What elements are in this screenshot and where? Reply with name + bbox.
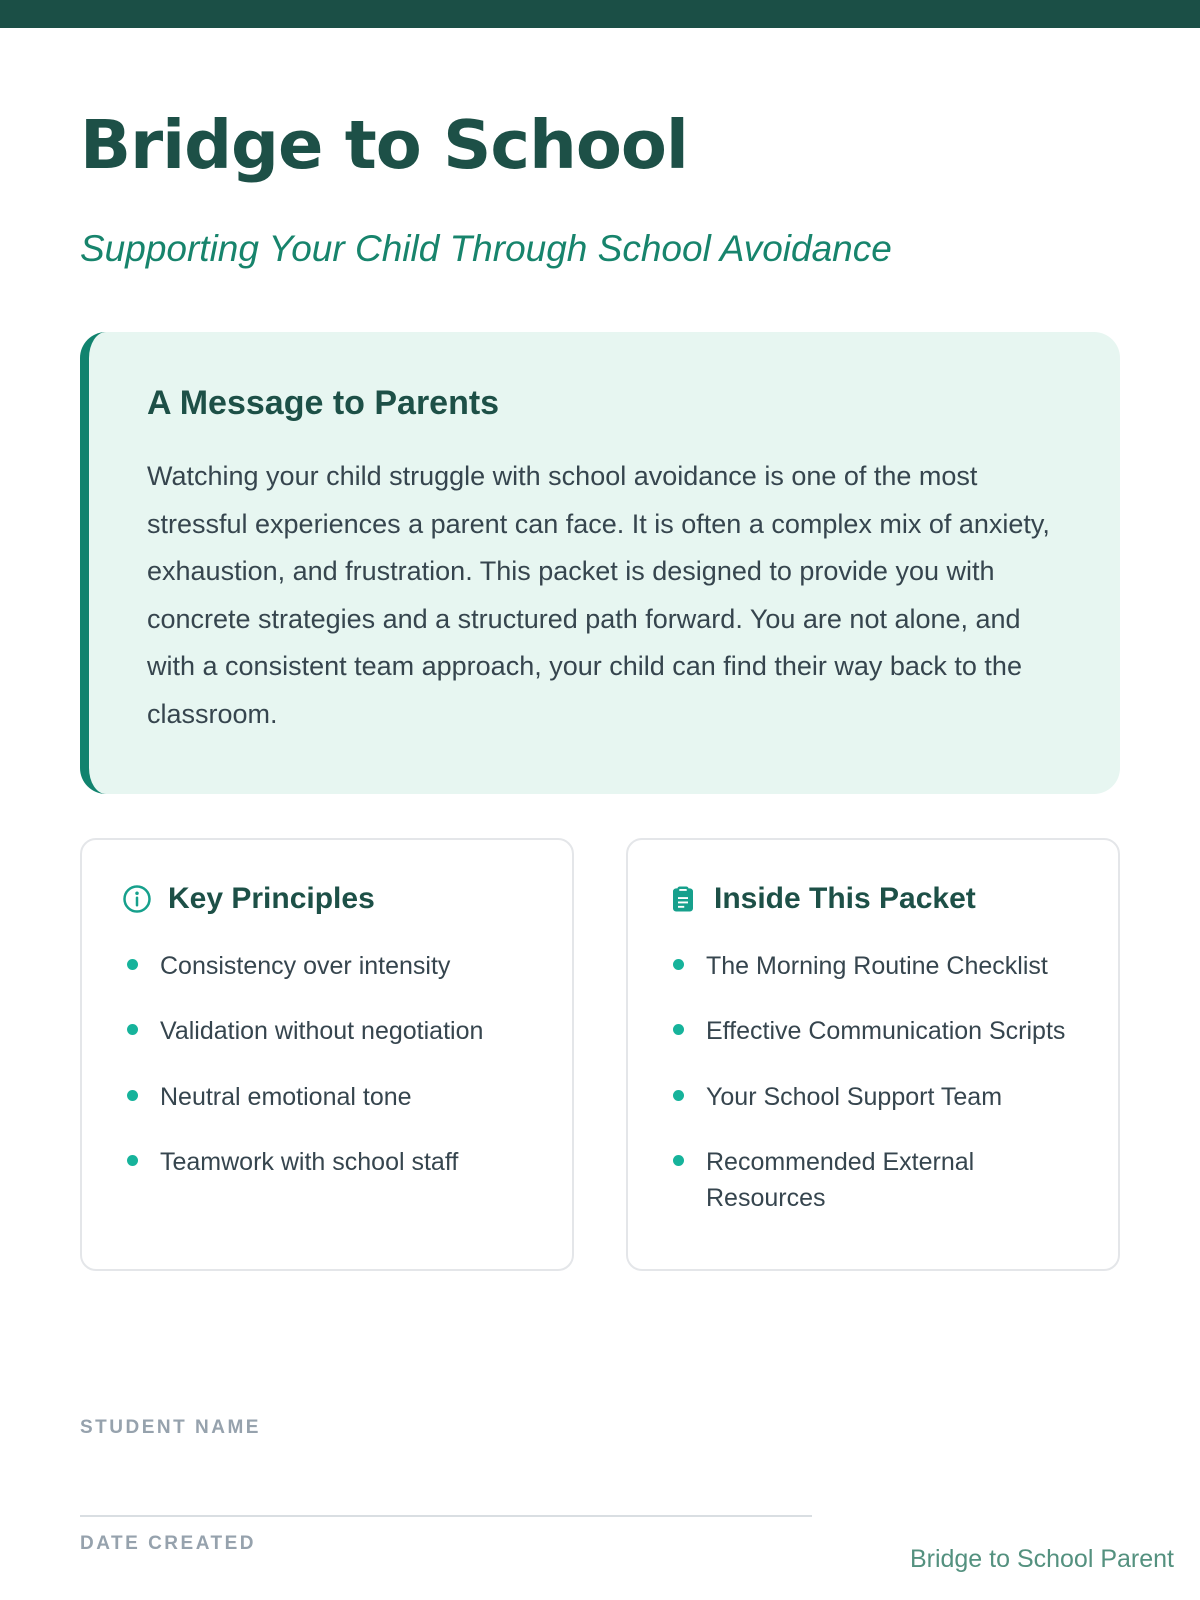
message-body: Watching your child struggle with school avoidance is one of the most stressful experiences a parent can face. It is often a complex mix of anxiety, exhaustion, and frustration. This packet is designed to provide you with concrete strategies and a structured path forward. You are not alone, and with a consistent team approach, your child can find their way back to the classroom.	[147, 461, 1050, 729]
list-item: Validation without negotiation	[122, 1013, 532, 1049]
form-section	[80, 1417, 1120, 1555]
key-principles-list	[122, 948, 532, 1180]
inside-packet-list	[668, 948, 1078, 1216]
message-heading: A Message to Parents	[147, 384, 500, 422]
student-name-label: STUDENT NAME	[80, 1417, 261, 1439]
inside-packet-heading: Inside This Packet	[714, 882, 976, 916]
key-principles-card	[80, 838, 574, 1271]
list-item: Recommended External Resources	[668, 1144, 1078, 1217]
inside-packet-card-header	[668, 882, 1078, 916]
list-item: Consistency over intensity	[122, 948, 532, 984]
student-name-input-line[interactable]	[80, 1439, 812, 1517]
list-item: Neutral emotional tone	[122, 1079, 532, 1115]
page-container	[0, 106, 1200, 1555]
list-item: Your School Support Team	[668, 1079, 1078, 1115]
date-created-label: DATE CREATED	[80, 1533, 257, 1555]
page-subtitle: Supporting Your Child Through School Avoidance	[80, 228, 892, 269]
page-footer-text: Bridge to School Parent	[909, 1545, 1174, 1573]
key-principles-card-header	[122, 882, 532, 916]
list-item: Effective Communication Scripts	[668, 1013, 1078, 1049]
clipboard-icon	[668, 884, 698, 914]
message-to-parents-box	[80, 332, 1120, 794]
top-accent-bar	[0, 0, 1200, 28]
list-item: Teamwork with school staff	[122, 1144, 532, 1180]
list-item: The Morning Routine Checklist	[668, 948, 1078, 984]
info-cards-row	[80, 838, 1120, 1271]
key-principles-heading: Key Principles	[168, 882, 375, 916]
inside-packet-card	[626, 838, 1120, 1271]
info-icon	[122, 884, 152, 914]
page-title: Bridge to School	[80, 106, 688, 184]
